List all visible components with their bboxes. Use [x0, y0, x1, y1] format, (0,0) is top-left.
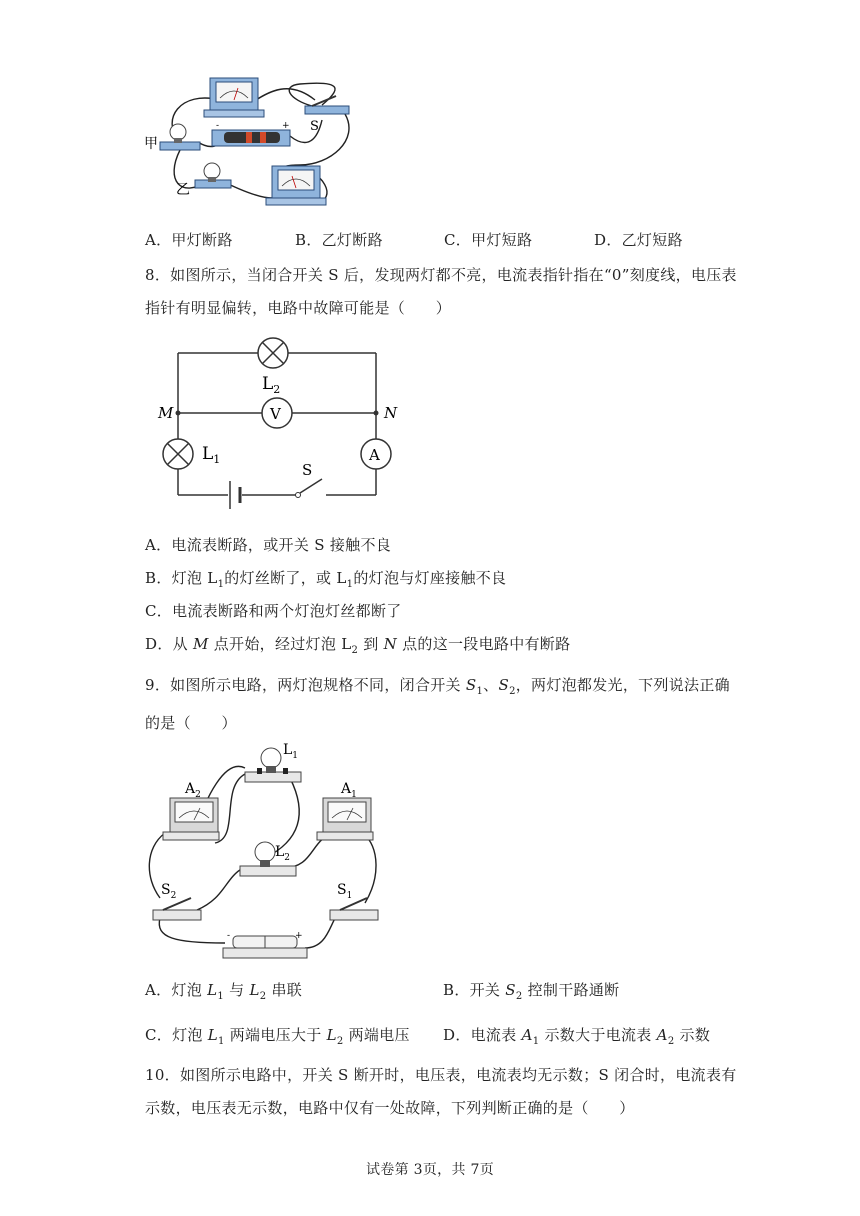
q7-option-d[interactable]: D．乙灯短路 [594, 231, 683, 249]
q9-stem-line1: 9．如图所示电路，两灯泡规格不同，闭合开关 $S_1$、$S_2$，两灯泡都发光，下列说法正确 [145, 676, 730, 697]
q9-option-c[interactable]: C．灯泡 $L_1$ 两端电压大于 $L_2$ 两端电压 [145, 1026, 410, 1047]
voltmeter-icon [262, 398, 292, 428]
svg-text:+: + [282, 121, 290, 131]
a1-label: $A_1$ [341, 781, 357, 800]
battery-icon [212, 121, 290, 146]
battery-icon [230, 481, 240, 509]
jia-label: 甲 [144, 136, 158, 152]
svg-text:+: + [295, 931, 303, 941]
q9-stem-line2: 的是（ ） [145, 714, 237, 732]
q10-stem-line1: 10．如图所示电路中，开关 S 断开时，电压表，电流表均无示数；S 闭合时，电流表有 [145, 1066, 737, 1084]
l2-label: $L_2$ [262, 374, 281, 396]
lamp-l1-icon [163, 439, 193, 469]
switch-s2-icon [153, 898, 201, 920]
q9-circuit-figure [145, 738, 395, 968]
lamp-l2-icon [258, 338, 288, 368]
switch-label: S [310, 119, 319, 134]
svg-text:V: V [270, 405, 281, 423]
ammeter-icon [266, 166, 326, 205]
m-node-label: M [158, 404, 174, 422]
ammeter-a2-icon [163, 798, 219, 840]
s1-label: $S_1$ [337, 882, 353, 901]
l2-label: $L_2$ [275, 844, 291, 863]
page-footer: 试卷第 3页，共 7页 [365, 1162, 494, 1178]
q7-option-c[interactable]: C．甲灯短路 [444, 231, 533, 249]
voltmeter-icon [204, 78, 264, 117]
q8-option-d[interactable]: D．从 M 点开始，经过灯泡 $L_2$ 到 N 点的这一段电路中有断路 [145, 635, 571, 656]
switch-s1-icon [330, 898, 378, 920]
svg-text:-: - [216, 121, 220, 131]
switch-icon [296, 479, 323, 498]
svg-text:-: - [227, 931, 231, 941]
n-node-label: N [384, 404, 398, 422]
l1-label: $L_1$ [202, 444, 221, 466]
q9-option-b[interactable]: B．开关 $S_2$ 控制干路通断 [443, 981, 620, 1002]
q8-option-c[interactable]: C．电流表断路和两个灯泡灯丝都断了 [145, 602, 402, 620]
q7-option-a[interactable]: A．甲灯断路 [145, 231, 233, 249]
ammeter-icon [361, 439, 391, 469]
q7-circuit-figure [140, 70, 380, 215]
switch-label: S [302, 461, 313, 479]
battery-icon [223, 931, 307, 958]
q8-option-a[interactable]: A．电流表断路，或开关 S 接触不良 [145, 536, 392, 554]
s2-label: $S_2$ [161, 882, 177, 901]
q10-stem-line2: 示数，电压表无示数，电路中仅有一处故障，下列判断正确的是（ ） [145, 1099, 635, 1117]
bulb-jia-icon [160, 124, 200, 150]
q7-option-b[interactable]: B．乙灯断路 [295, 231, 383, 249]
q9-option-d[interactable]: D．电流表 $A_1$ 示数大于电流表 $A_2$ 示数 [443, 1026, 711, 1047]
q9-option-a[interactable]: A．灯泡 $L_1$ 与 $L_2$ 串联 [145, 981, 303, 1002]
switch-icon [305, 96, 349, 114]
q8-circuit-diagram [150, 335, 400, 510]
yi-label: 乙 [176, 182, 190, 198]
q8-stem-line2: 指针有明显偏转，电路中故障可能是（ ） [145, 299, 452, 317]
l1-label: $L_1$ [283, 742, 299, 761]
a2-label: $A_2$ [185, 781, 201, 800]
ammeter-a1-icon [317, 798, 373, 840]
q8-option-b[interactable]: B．灯泡 $L_1$的灯丝断了，或 $L_1$的灯泡与灯座接触不良 [145, 569, 507, 590]
bulb-yi-icon [195, 163, 231, 188]
q8-stem-line1: 8．如图所示，当闭合开关 S 后，发现两灯都不亮，电流表指针指在“0”刻度线，电压表 [145, 266, 737, 284]
svg-text:A: A [369, 446, 380, 464]
